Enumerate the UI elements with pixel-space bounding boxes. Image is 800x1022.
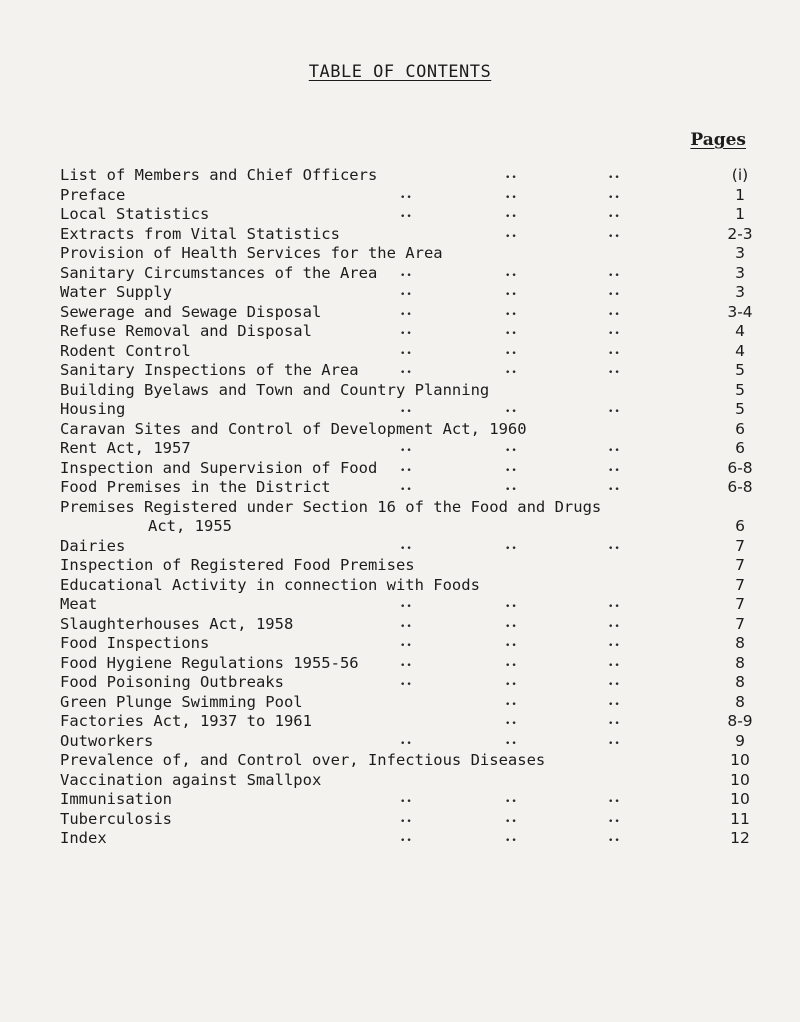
entry-page-number: 1 [735, 185, 745, 204]
leader-dots: •• [505, 173, 518, 183]
entry-title: Immunisation [60, 790, 172, 808]
leader-dots: •• [505, 836, 518, 846]
leader-dots: •• [400, 485, 413, 495]
leader-dots: •• [608, 621, 621, 632]
leader-dots: •• [400, 368, 413, 378]
entry-title: Factories Act, 1937 to 1961 [60, 712, 312, 730]
contents-entry [60, 205, 770, 225]
entry-page-number: 5 [735, 400, 745, 418]
leader-dots: •• [505, 738, 518, 749]
contents-entry [60, 264, 770, 284]
leader-dots: •• [608, 738, 621, 749]
contents-entry [60, 595, 770, 615]
leader-dots: •• [505, 290, 518, 300]
entry-title: Water Supply [60, 283, 172, 301]
contents-entry [60, 166, 770, 186]
contents-entry [60, 654, 770, 674]
leader-dots: •• [608, 660, 621, 671]
leader-dots: •• [608, 797, 621, 807]
leader-dots: •• [400, 602, 413, 612]
entry-page-number: 8 [735, 634, 745, 652]
leader-dots: •• [505, 543, 518, 554]
entry-title: List of Members and Chief Officers [60, 166, 378, 184]
leader-dots: •• [608, 192, 621, 203]
entry-page-number: 6-8 [727, 478, 753, 496]
contents-entry [60, 517, 770, 537]
contents-list [60, 166, 770, 849]
contents-entry [60, 478, 770, 498]
leader-dots: •• [400, 348, 413, 359]
entry-title: Index [60, 829, 107, 847]
entry-title: Premises Registered under Section 16 of the Food and Drugs [60, 497, 602, 516]
entry-title: Food Poisoning Outbreaks [60, 673, 284, 691]
leader-dots: •• [505, 309, 518, 320]
entry-page-number: 9 [735, 731, 745, 750]
entry-title: Prevalence of, and Control over, Infectious Diseases [60, 751, 546, 769]
entry-title: Refuse Removal and Disposal [60, 322, 312, 340]
page-title: TABLE OF CONTENTS [308, 62, 492, 82]
leader-dots: •• [608, 212, 621, 222]
leader-dots: •• [400, 309, 413, 320]
entry-title: Meat [60, 595, 98, 613]
entry-page-number: 4 [735, 322, 745, 340]
entry-title: Food Premises in the District [60, 478, 331, 496]
leader-dots: •• [400, 270, 413, 281]
leader-dots: •• [608, 602, 621, 612]
entry-title: Preface [60, 185, 126, 204]
leader-dots: •• [608, 368, 621, 378]
leader-dots: •• [608, 290, 621, 300]
contents-entry [60, 537, 770, 557]
entry-page-number: 10 [730, 751, 750, 769]
leader-dots: •• [608, 173, 621, 183]
pages-column-heading: Pages [690, 130, 746, 150]
entry-page-number: 3 [735, 283, 745, 301]
contents-entry [60, 400, 770, 420]
contents-entry [60, 732, 770, 752]
leader-dots: •• [505, 212, 518, 222]
contents-entry [60, 829, 770, 849]
leader-dots: •• [505, 446, 518, 456]
entry-page-number: 5 [735, 361, 745, 379]
leader-dots: •• [608, 446, 621, 456]
contents-entry [60, 244, 770, 264]
leader-dots: •• [505, 192, 518, 203]
entry-title: Sewerage and Sewage Disposal [60, 302, 322, 321]
leader-dots: •• [400, 738, 413, 749]
leader-dots: •• [400, 290, 413, 300]
entry-page-number: 8 [735, 653, 745, 672]
entry-page-number: 5 [735, 380, 745, 399]
leader-dots: •• [400, 543, 413, 554]
entry-page-number: 8-9 [727, 712, 753, 730]
leader-dots: •• [608, 485, 621, 495]
contents-entry [60, 673, 770, 693]
leader-dots: •• [608, 407, 621, 417]
entry-page-number: 3 [735, 244, 745, 262]
entry-title: Housing [60, 400, 126, 418]
contents-entry [60, 381, 770, 401]
leader-dots: •• [608, 231, 621, 242]
leader-dots: •• [505, 485, 518, 495]
entry-title: Sanitary Inspections of the Area [60, 361, 359, 379]
leader-dots: •• [400, 465, 413, 476]
leader-dots: •• [505, 641, 518, 651]
leader-dots: •• [400, 836, 413, 846]
entry-page-number: 12 [730, 829, 750, 847]
contents-entry [60, 771, 770, 791]
entry-title: Inspection of Registered Food Premises [60, 556, 415, 574]
leader-dots: •• [400, 446, 413, 456]
entry-title: Extracts from Vital Statistics [60, 224, 340, 243]
entry-page-number: 4 [735, 341, 745, 360]
entry-page-number: 7 [735, 536, 745, 555]
entry-page-number: (i) [731, 166, 749, 184]
leader-dots: •• [608, 816, 621, 827]
entry-page-number: 6-8 [727, 458, 753, 477]
leader-dots: •• [608, 699, 621, 710]
entry-title: Educational Activity in connection with Foods [60, 575, 480, 594]
leader-dots: •• [608, 329, 621, 339]
entry-title: Food Hygiene Regulations 1955-56 [60, 653, 359, 672]
contents-entry [60, 303, 770, 323]
contents-entry [60, 498, 770, 518]
leader-dots: •• [400, 660, 413, 671]
entry-title: Food Inspections [60, 634, 210, 652]
contents-entry [60, 576, 770, 596]
entry-title: Local Statistics [60, 205, 210, 223]
entry-page-number: 6 [735, 439, 745, 457]
entry-title: Rodent Control [60, 341, 191, 360]
leader-dots: •• [505, 348, 518, 359]
leader-dots: •• [505, 660, 518, 671]
leader-dots: •• [505, 270, 518, 281]
leader-dots: •• [608, 836, 621, 846]
contents-entry [60, 361, 770, 381]
leader-dots: •• [505, 368, 518, 378]
contents-entry [60, 283, 770, 303]
leader-dots: •• [400, 680, 413, 690]
entry-page-number: 3-4 [727, 302, 753, 321]
leader-dots: •• [505, 602, 518, 612]
leader-dots: •• [505, 407, 518, 417]
leader-dots: •• [608, 641, 621, 651]
entry-page-number: 1 [735, 205, 745, 223]
leader-dots: •• [505, 680, 518, 690]
contents-entry [60, 186, 770, 206]
entry-page-number: 7 [735, 556, 745, 574]
leader-dots: •• [505, 816, 518, 827]
entry-title: Outworkers [60, 731, 154, 750]
entry-page-number: 6 [735, 419, 745, 438]
entry-title: Dairies [60, 536, 126, 555]
leader-dots: •• [400, 212, 413, 222]
leader-dots: •• [608, 543, 621, 554]
entry-title: Caravan Sites and Control of Development Act, 1960 [60, 419, 527, 438]
contents-entry [60, 420, 770, 440]
contents-entry [60, 556, 770, 576]
contents-entry [60, 790, 770, 810]
leader-dots: •• [400, 407, 413, 417]
contents-entry [60, 634, 770, 654]
leader-dots: •• [608, 309, 621, 320]
leader-dots: •• [400, 621, 413, 632]
entry-title: Tuberculosis [60, 809, 172, 828]
leader-dots: •• [400, 192, 413, 203]
leader-dots: •• [400, 329, 413, 339]
entry-title: Vaccination against Smallpox [60, 770, 322, 789]
entry-page-number: 2-3 [727, 224, 753, 243]
contents-entry [60, 322, 770, 342]
entry-title: Rent Act, 1957 [60, 439, 191, 457]
contents-entry [60, 712, 770, 732]
contents-entry [60, 751, 770, 771]
leader-dots: •• [505, 719, 518, 729]
leader-dots: •• [608, 465, 621, 476]
leader-dots: •• [505, 699, 518, 710]
contents-entry [60, 342, 770, 362]
entry-title: Inspection and Supervision of Food [60, 458, 378, 477]
contents-entry [60, 225, 770, 245]
leader-dots: •• [608, 270, 621, 281]
leader-dots: •• [608, 348, 621, 359]
entry-page-number: 7 [735, 595, 745, 613]
entry-title: Provision of Health Services for the Area [60, 244, 443, 262]
leader-dots: •• [608, 680, 621, 690]
entry-page-number: 10 [730, 790, 750, 808]
entry-page-number: 7 [735, 614, 745, 633]
contents-entry [60, 810, 770, 830]
contents-entry [60, 439, 770, 459]
contents-entry [60, 693, 770, 713]
leader-dots: •• [505, 465, 518, 476]
entry-page-number: 8 [735, 692, 745, 711]
entry-page-number: 10 [730, 770, 750, 789]
entry-title: Green Plunge Swimming Pool [60, 692, 303, 711]
leader-dots: •• [505, 329, 518, 339]
entry-title: Building Byelaws and Town and Country Planning [60, 380, 490, 399]
entry-page-number: 7 [735, 575, 745, 594]
entry-page-number: 3 [735, 263, 745, 282]
leader-dots: •• [608, 719, 621, 729]
leader-dots: •• [400, 641, 413, 651]
entry-page-number: 6 [735, 517, 745, 535]
leader-dots: •• [400, 816, 413, 827]
leader-dots: •• [505, 797, 518, 807]
entry-title: Sanitary Circumstances of the Area [60, 263, 378, 282]
entry-title: Act, 1955 [148, 517, 232, 535]
contents-entry [60, 615, 770, 635]
leader-dots: •• [400, 797, 413, 807]
entry-title: Slaughterhouses Act, 1958 [60, 614, 294, 633]
leader-dots: •• [505, 621, 518, 632]
entry-page-number: 8 [735, 673, 745, 691]
entry-page-number: 11 [730, 809, 750, 828]
contents-entry [60, 459, 770, 479]
leader-dots: •• [505, 231, 518, 242]
